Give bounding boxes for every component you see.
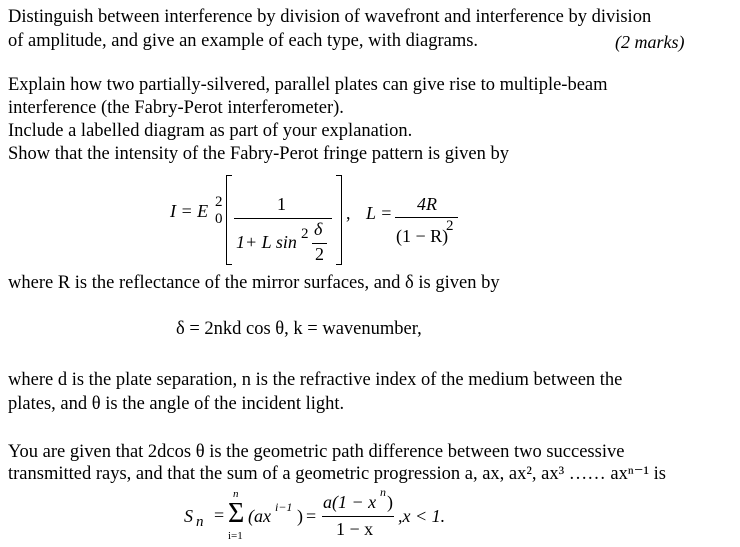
intensity-lhs: I = E bbox=[170, 201, 209, 221]
series-numerator: a(1 − x bbox=[323, 492, 377, 512]
series-term-exp: i−1 bbox=[275, 500, 293, 514]
question-text-line: where R is the reflectance of the mirror surfaces, and δ is given by bbox=[8, 273, 500, 293]
L-lhs: L = bbox=[366, 203, 393, 223]
delta-numerator: δ bbox=[314, 219, 323, 239]
question-text-line: You are given that 2dcos θ is the geometric path difference between two successive bbox=[8, 442, 625, 462]
question-text-line: transmitted rays, and that the sum of a geometric progression a, ax, ax², ax³ …… axⁿ⁻¹ is bbox=[8, 464, 666, 484]
question-text-line: where d is the plate separation, n is the refractive index of the medium between the bbox=[8, 370, 623, 390]
equation-comma: , bbox=[346, 203, 351, 223]
left-bracket bbox=[226, 175, 232, 265]
question-text-line: Show that the intensity of the Fabry-Perot fringe pattern is given by bbox=[8, 144, 509, 164]
series-lhs: S bbox=[184, 506, 193, 526]
L-numerator: 4R bbox=[417, 194, 437, 214]
series-term: (ax bbox=[248, 506, 271, 526]
series-lhs-sub: n bbox=[196, 514, 204, 530]
fraction-denominator: 1+ L sin bbox=[236, 232, 297, 252]
series-numerator-exp: n bbox=[380, 485, 386, 499]
question-text-line: Include a labelled diagram as part of your explanation. bbox=[8, 121, 413, 141]
L-denominator: (1 − R) bbox=[396, 226, 449, 246]
series-term-close: ) bbox=[297, 506, 303, 526]
sin-exponent: 2 bbox=[301, 226, 309, 242]
delta-equation: δ = 2nkd cos θ, k = wavenumber, bbox=[176, 319, 422, 339]
delta-denominator: 2 bbox=[315, 244, 324, 264]
intensity-lhs-exp: 2 bbox=[215, 194, 223, 210]
question-text-line: Distinguish between interference by division of wavefront and interference by division bbox=[8, 7, 652, 27]
series-equals-2: = bbox=[306, 506, 317, 526]
series-numerator-close: ) bbox=[387, 492, 393, 512]
question-text-line: of amplitude, and give an example of each type, with diagrams. bbox=[8, 31, 479, 51]
sum-upper-limit: n bbox=[233, 488, 239, 500]
sum-lower-limit: i=1 bbox=[228, 530, 243, 542]
series-denominator: 1 − x bbox=[336, 519, 374, 539]
L-denominator-exp: 2 bbox=[446, 218, 454, 234]
sum-sign: Σ bbox=[228, 498, 245, 529]
fraction-numerator: 1 bbox=[277, 194, 286, 214]
marks-label: (2 marks) bbox=[615, 32, 685, 52]
series-fraction-bar bbox=[322, 516, 394, 517]
question-text-line: interference (the Fabry-Perot interferometer). bbox=[8, 98, 344, 118]
series-equals: = bbox=[214, 505, 225, 525]
series-condition: ,x < 1. bbox=[398, 506, 446, 526]
intensity-lhs-sub: 0 bbox=[215, 211, 223, 227]
right-bracket bbox=[336, 175, 342, 265]
question-text-line: Explain how two partially-silvered, parallel plates can give rise to multiple-beam bbox=[8, 75, 608, 95]
question-text-line: plates, and θ is the angle of the incident light. bbox=[8, 394, 345, 414]
